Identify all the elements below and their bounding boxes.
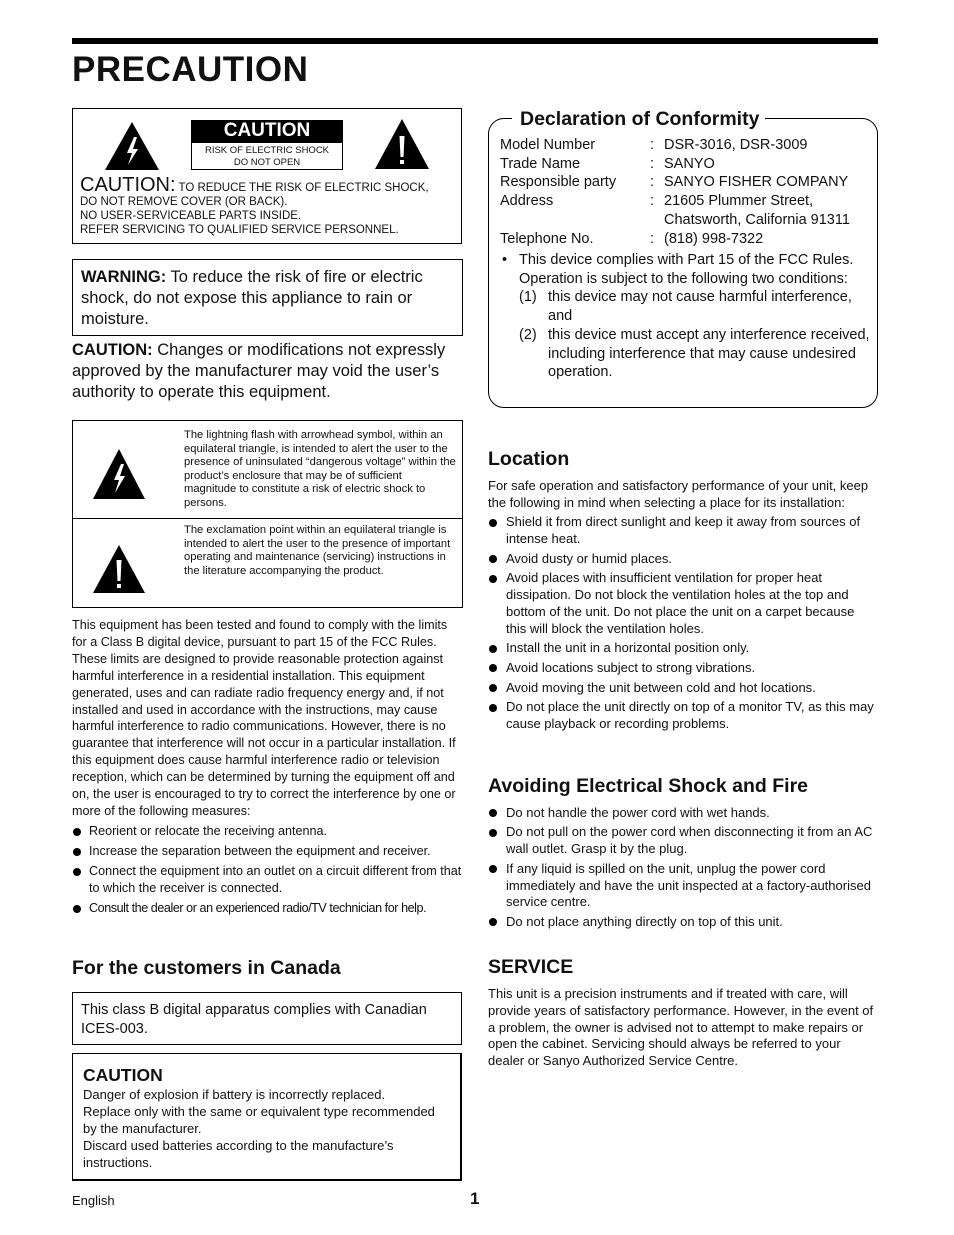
location-intro: For safe operation and satisfactory performance of your unit, keep the following in mind when selecting a place for its installation:	[488, 478, 869, 510]
row-separator: :	[650, 174, 655, 191]
location-section	[488, 478, 878, 733]
footer-language: English	[72, 1193, 115, 1208]
battery-caution-heading: CAUTION	[83, 1065, 163, 1085]
row-separator: :	[650, 193, 655, 210]
lightning-symbol-text: The lightning flash with arrowhead symbol, within an equilateral triangle, is intended to alert the user to the presence of uninsulated “dangerous voltage” within the product’s enclosure that may be of sufficient magnitude to constitute a risk of electric shock to persons.	[184, 429, 456, 509]
list-item: Consult the dealer or an experienced radio/TV technician for help.	[72, 900, 464, 917]
list-item: Shield it from direct sunlight and keep it away from sources of intense heat.	[488, 514, 878, 548]
declaration-row	[500, 173, 876, 192]
list-item: Reorient or relocate the receiving antenna.	[72, 823, 464, 840]
warning-text: To reduce the risk of fire or electric shock, do not expose this appliance to rain or moisture.	[81, 268, 423, 328]
row-value: (818) 998-7322	[664, 230, 764, 247]
battery-caution-line3: Discard used batteries according to the manufacture’s instructions.	[83, 1138, 394, 1170]
caution-sub-line2: DO NOT OPEN	[233, 156, 301, 168]
compliance-text: • This device complies with Part 15 of the FCC Rules. Operation is subject to the following two conditions:	[519, 252, 854, 287]
list-item: If any liquid is spilled on the unit, unplug the power cord immediately and have the unit inspected at a factory-authorised service centre.	[488, 861, 878, 911]
list-item: Increase the separation between the equipment and receiver.	[72, 843, 464, 860]
condition-item	[519, 326, 876, 382]
shock-heading: Avoiding Electrical Shock and Fire	[488, 775, 809, 797]
row-separator: :	[650, 137, 655, 153]
fcc-paragraph: This equipment has been tested and found to comply with the limits for a Class B digital device, pursuant to part 15 of the FCC Rules. These limits are designed to provide reasonable protection against harmful interference in a residential installation. This equipment generated, uses and can radiate radio frequency energy and, if not installed and used in accordance with the instructions, may cause harmful interference to radio communications. However, there is no guarantee that interference will not occur in a particular installation. If this equipment does cause harmful interference radio or television reception, which can be determined by turning the equipment off and on, the user is encouraged to try to correct the interference by one or more of the following measures:	[72, 618, 456, 818]
caution-box-text	[80, 174, 460, 237]
condition-text: this device must accept any interference received, including interference that may cause undesired operation.	[548, 326, 870, 381]
row-separator: :	[650, 230, 655, 247]
list-item: Avoid places with insufficient ventilation for proper heat dissipation. Do not block the ventilation holes at the top and bottom of the unit. Do not place the unit on a carpet because this will block the ventilation holes.	[488, 570, 878, 637]
list-item: Avoid moving the unit between cold and hot locations.	[488, 680, 878, 697]
shock-section	[488, 802, 878, 931]
list-item: Install the unit in a horizontal position only.	[488, 640, 878, 657]
battery-caution-line2: Replace only with the same or equivalent type recommended by the manufacturer.	[83, 1104, 435, 1136]
declaration-row	[500, 211, 876, 230]
list-item: Avoid dusty or humid places.	[488, 551, 878, 568]
canada-heading: For the customers in Canada	[72, 957, 341, 979]
service-text: This unit is a precision instruments and if treated with care, will provide years of satisfactory performance. However, in the event of a problem, the owner is advised not to attempt to make repairs or open the cabinet. Servicing should always be referred to your dealer or Sanyo Authorized Service Centre.	[488, 986, 874, 1069]
fcc-statement	[72, 617, 464, 916]
caution-line3: NO USER-SERVICEABLE PARTS INSIDE.	[80, 210, 302, 222]
caution-changes-lead: CAUTION:	[72, 341, 153, 359]
caution-sub-line1: RISK OF ELECTRIC SHOCK	[204, 145, 330, 156]
declaration-bullets	[500, 251, 876, 382]
declaration-row	[500, 155, 876, 174]
list-item: Do not place anything directly on top of this unit.	[488, 914, 878, 931]
declaration-row	[500, 136, 876, 155]
row-separator: :	[650, 155, 655, 172]
page-number: 1	[470, 1189, 480, 1208]
battery-caution-box	[72, 1053, 462, 1181]
caution-line1: TO REDUCE THE RISK OF ELECTRIC SHOCK,	[175, 182, 429, 194]
declaration-row	[500, 192, 876, 211]
condition-number: (1)	[519, 289, 537, 306]
declaration-rows	[500, 136, 876, 248]
caution-line2: DO NOT REMOVE COVER (OR BACK).	[80, 196, 288, 208]
warning-box	[72, 259, 463, 336]
lightning-warning-icon	[103, 120, 161, 172]
row-label: Trade Name	[500, 155, 581, 172]
row-value: SANYO FISHER COMPANY	[664, 174, 849, 191]
page-title: PRECAUTION	[72, 50, 309, 89]
caution-lead: CAUTION:	[80, 174, 176, 196]
exclamation-triangle-icon	[91, 543, 147, 595]
canada-box: This class B digital apparatus complies with Canadian ICES-003.	[72, 992, 462, 1045]
list-item: Connect the equipment into an outlet on a circuit different from that to which the receiver is connected.	[72, 863, 464, 897]
fcc-measures	[72, 823, 464, 917]
row-separator	[650, 211, 664, 230]
declaration-heading: Declaration of Conformity	[512, 108, 765, 131]
service-heading: SERVICE	[488, 956, 574, 978]
caution-line4: REFER SERVICING TO QUALIFIED SERVICE PERSONNEL.	[80, 224, 399, 236]
row-value: Chatsworth, California 91311	[664, 211, 850, 228]
caution-label: CAUTION	[191, 120, 343, 142]
list-item: Do not handle the power cord with wet hands.	[488, 805, 878, 822]
condition-number: (2)	[519, 326, 537, 343]
symbols-divider	[72, 518, 463, 519]
warning-lead: WARNING:	[81, 268, 167, 286]
caution-sublabel	[191, 142, 343, 170]
row-value: 21605 Plummer Street,	[664, 193, 814, 210]
row-label: Telephone No.	[500, 230, 594, 247]
title-rule	[72, 38, 878, 44]
battery-caution-line1: Danger of explosion if battery is incorrectly replaced.	[83, 1087, 386, 1102]
list-item: Do not place the unit directly on top of a monitor TV, as this may cause playback or recording problems.	[488, 699, 878, 733]
condition-item	[519, 288, 876, 325]
row-value: DSR-3016, DSR-3009	[664, 137, 808, 153]
caution-changes	[72, 340, 464, 403]
shock-list	[488, 805, 878, 931]
lightning-triangle-icon	[91, 447, 147, 501]
row-label: Model Number	[500, 137, 596, 153]
caution-changes-text: Changes or modifications not expressly approved by the manufacturer may void the user’s authority to operate this equipment.	[72, 341, 446, 401]
exclamation-warning-icon	[373, 117, 431, 171]
row-label: Responsible party	[500, 174, 617, 191]
location-list	[488, 514, 878, 732]
location-heading: Location	[488, 448, 570, 470]
exclamation-symbol-text: The exclamation point within an equilateral triangle is intended to alert the user to the presence of important operating and maintenance (servicing) instructions in the literature accompanying the product.	[184, 524, 451, 577]
row-label: Address	[500, 193, 554, 210]
declaration-compliance	[500, 251, 876, 382]
declaration-row	[500, 230, 876, 249]
list-item: Do not pull on the power cord when disconnecting it from an AC wall outlet. Grasp it by the plug.	[488, 824, 878, 858]
row-value: SANYO	[664, 155, 715, 172]
condition-text: this device may not cause harmful interference, and	[548, 289, 852, 325]
list-item: Avoid locations subject to strong vibrations.	[488, 660, 878, 677]
list-item	[500, 251, 876, 382]
row-label	[500, 211, 650, 230]
